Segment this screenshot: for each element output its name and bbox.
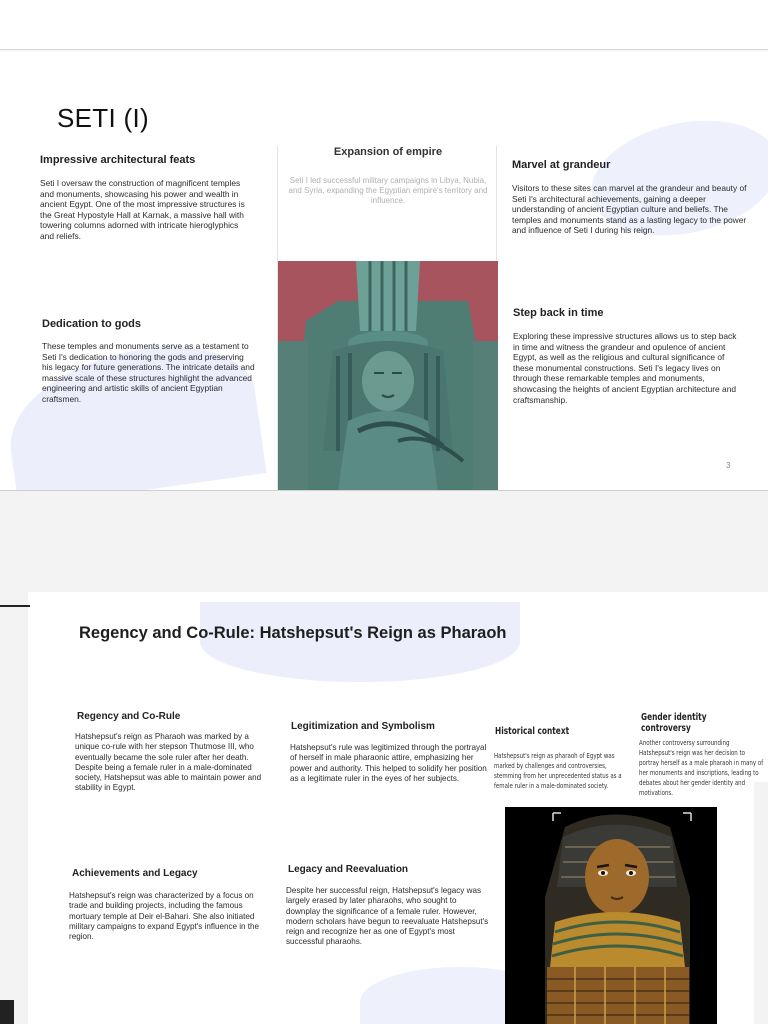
section-body: Seti I led successful military campaigns in Libya, Nubia, and Syria, expanding the Egyptian empire's territory and influence. bbox=[288, 176, 488, 205]
section-body: Visitors to these sites can marvel at the grandeur and beauty of Seti I's architectural achievements, gaining a deeper understanding of ancient Egyptian culture and beliefs. The temples and monuments stand as a lasting legacy to the power and influence of Seti I during his reign. bbox=[512, 183, 747, 236]
slide-title: Regency and Co-Rule: Hatshepsut's Reign as Pharaoh bbox=[79, 624, 507, 642]
section-heading: Achievements and Legacy bbox=[72, 868, 198, 879]
note-body: Another controversy surrounding Hatshepsut's reign was her decision to portray herself as a male pharaoh in many of her monuments and inscriptions, leading to debates about her gender identity and motivations. bbox=[639, 738, 764, 797]
section-body: These temples and monuments serve as a testament to Seti I's dedication to honoring the gods and preserving his legacy for future generations. The intricate details and massive scale of these structures highlight the advanced engineering and artistic skills of ancient Egyptian craftsmen. bbox=[42, 341, 255, 404]
section-heading: Marvel at grandeur bbox=[512, 159, 611, 171]
left-margin bbox=[0, 592, 28, 1024]
section-heading: Expansion of empire bbox=[333, 146, 443, 158]
slide-hatshepsut bbox=[0, 592, 768, 1024]
section-body: Despite her successful reign, Hatshepsut's legacy was largely erased by later pharaohs, who sought to downplay the significance of a female ruler. However, modern scholars have begun to reevaluate Hatshepsut's reign and recognize her as one of Egypt's most successful pharaohs. bbox=[286, 886, 489, 947]
section-heading: Regency and Co-Rule bbox=[77, 711, 181, 722]
sarcophagus-mask-image bbox=[505, 807, 717, 1024]
note-heading: Gender identity controversy bbox=[641, 712, 707, 734]
section-heading: Legitimization and Symbolism bbox=[291, 721, 435, 732]
right-margin bbox=[754, 782, 768, 1024]
section-body: Hatshepsut's reign was characterized by a focus on trade and building projects, including the famous mortuary temple at Deir el-Bahari. She also initiated military campaigns to expand Egypt's influence in the region. bbox=[69, 891, 260, 942]
section-heading: Dedication to gods bbox=[42, 318, 141, 330]
center-column bbox=[277, 146, 497, 491]
section-body: Hatshepsut's rule was legitimized through the portrayal of herself in male pharaonic attire, emphasizing her power and authority. This helped to solidify her position as a legitimate ruler in the eyes of her subjects. bbox=[290, 743, 487, 783]
section-heading: Step back in time bbox=[513, 307, 604, 319]
note-heading: Historical context bbox=[495, 726, 570, 737]
note-body: Hatshepsut's reign as pharaoh of Egypt was marked by challenges and controversies, stemming from her unprecedented status as a female ruler in a male-dominated society. bbox=[494, 751, 622, 790]
section-heading: Impressive architectural feats bbox=[40, 154, 196, 166]
seti-statue-image bbox=[278, 261, 498, 491]
section-heading: Legacy and Reevaluation bbox=[288, 864, 409, 875]
page-number: 3 bbox=[726, 461, 731, 470]
slide-title: SETI (I) bbox=[57, 103, 149, 133]
slide-seti bbox=[0, 51, 768, 491]
document-toolbar bbox=[0, 0, 768, 50]
section-body: Seti I oversaw the construction of magnificent temples and monuments, showcasing his power and wealth in ancient Egypt. One of the most impressive structures is the Great Hypostyle Hall at Karnak, a massive hall with towering columns adorned with intricate hieroglyphics and reliefs. bbox=[40, 178, 245, 241]
divider bbox=[0, 605, 30, 607]
section-body: Exploring these impressive structures allows us to step back in time and witness the grandeur and opulence of ancient Egypt, as well as the religious and cultural significance of these monumental constructions. Seti I's legacy lives on through these remarkable temples and monuments, showcasing the heights of ancient Egyptian architecture and craftsmanship. bbox=[513, 331, 737, 405]
section-body: Hatshepsut's reign as Pharaoh was marked by a unique co-rule with her stepson Thutmose III, who eventually became the sole ruler after her death. Despite being a female ruler in a male-dominated society, Hatshepsut was able to maintain power and stability in Egypt. bbox=[75, 732, 262, 793]
decorative-square bbox=[0, 1000, 14, 1024]
